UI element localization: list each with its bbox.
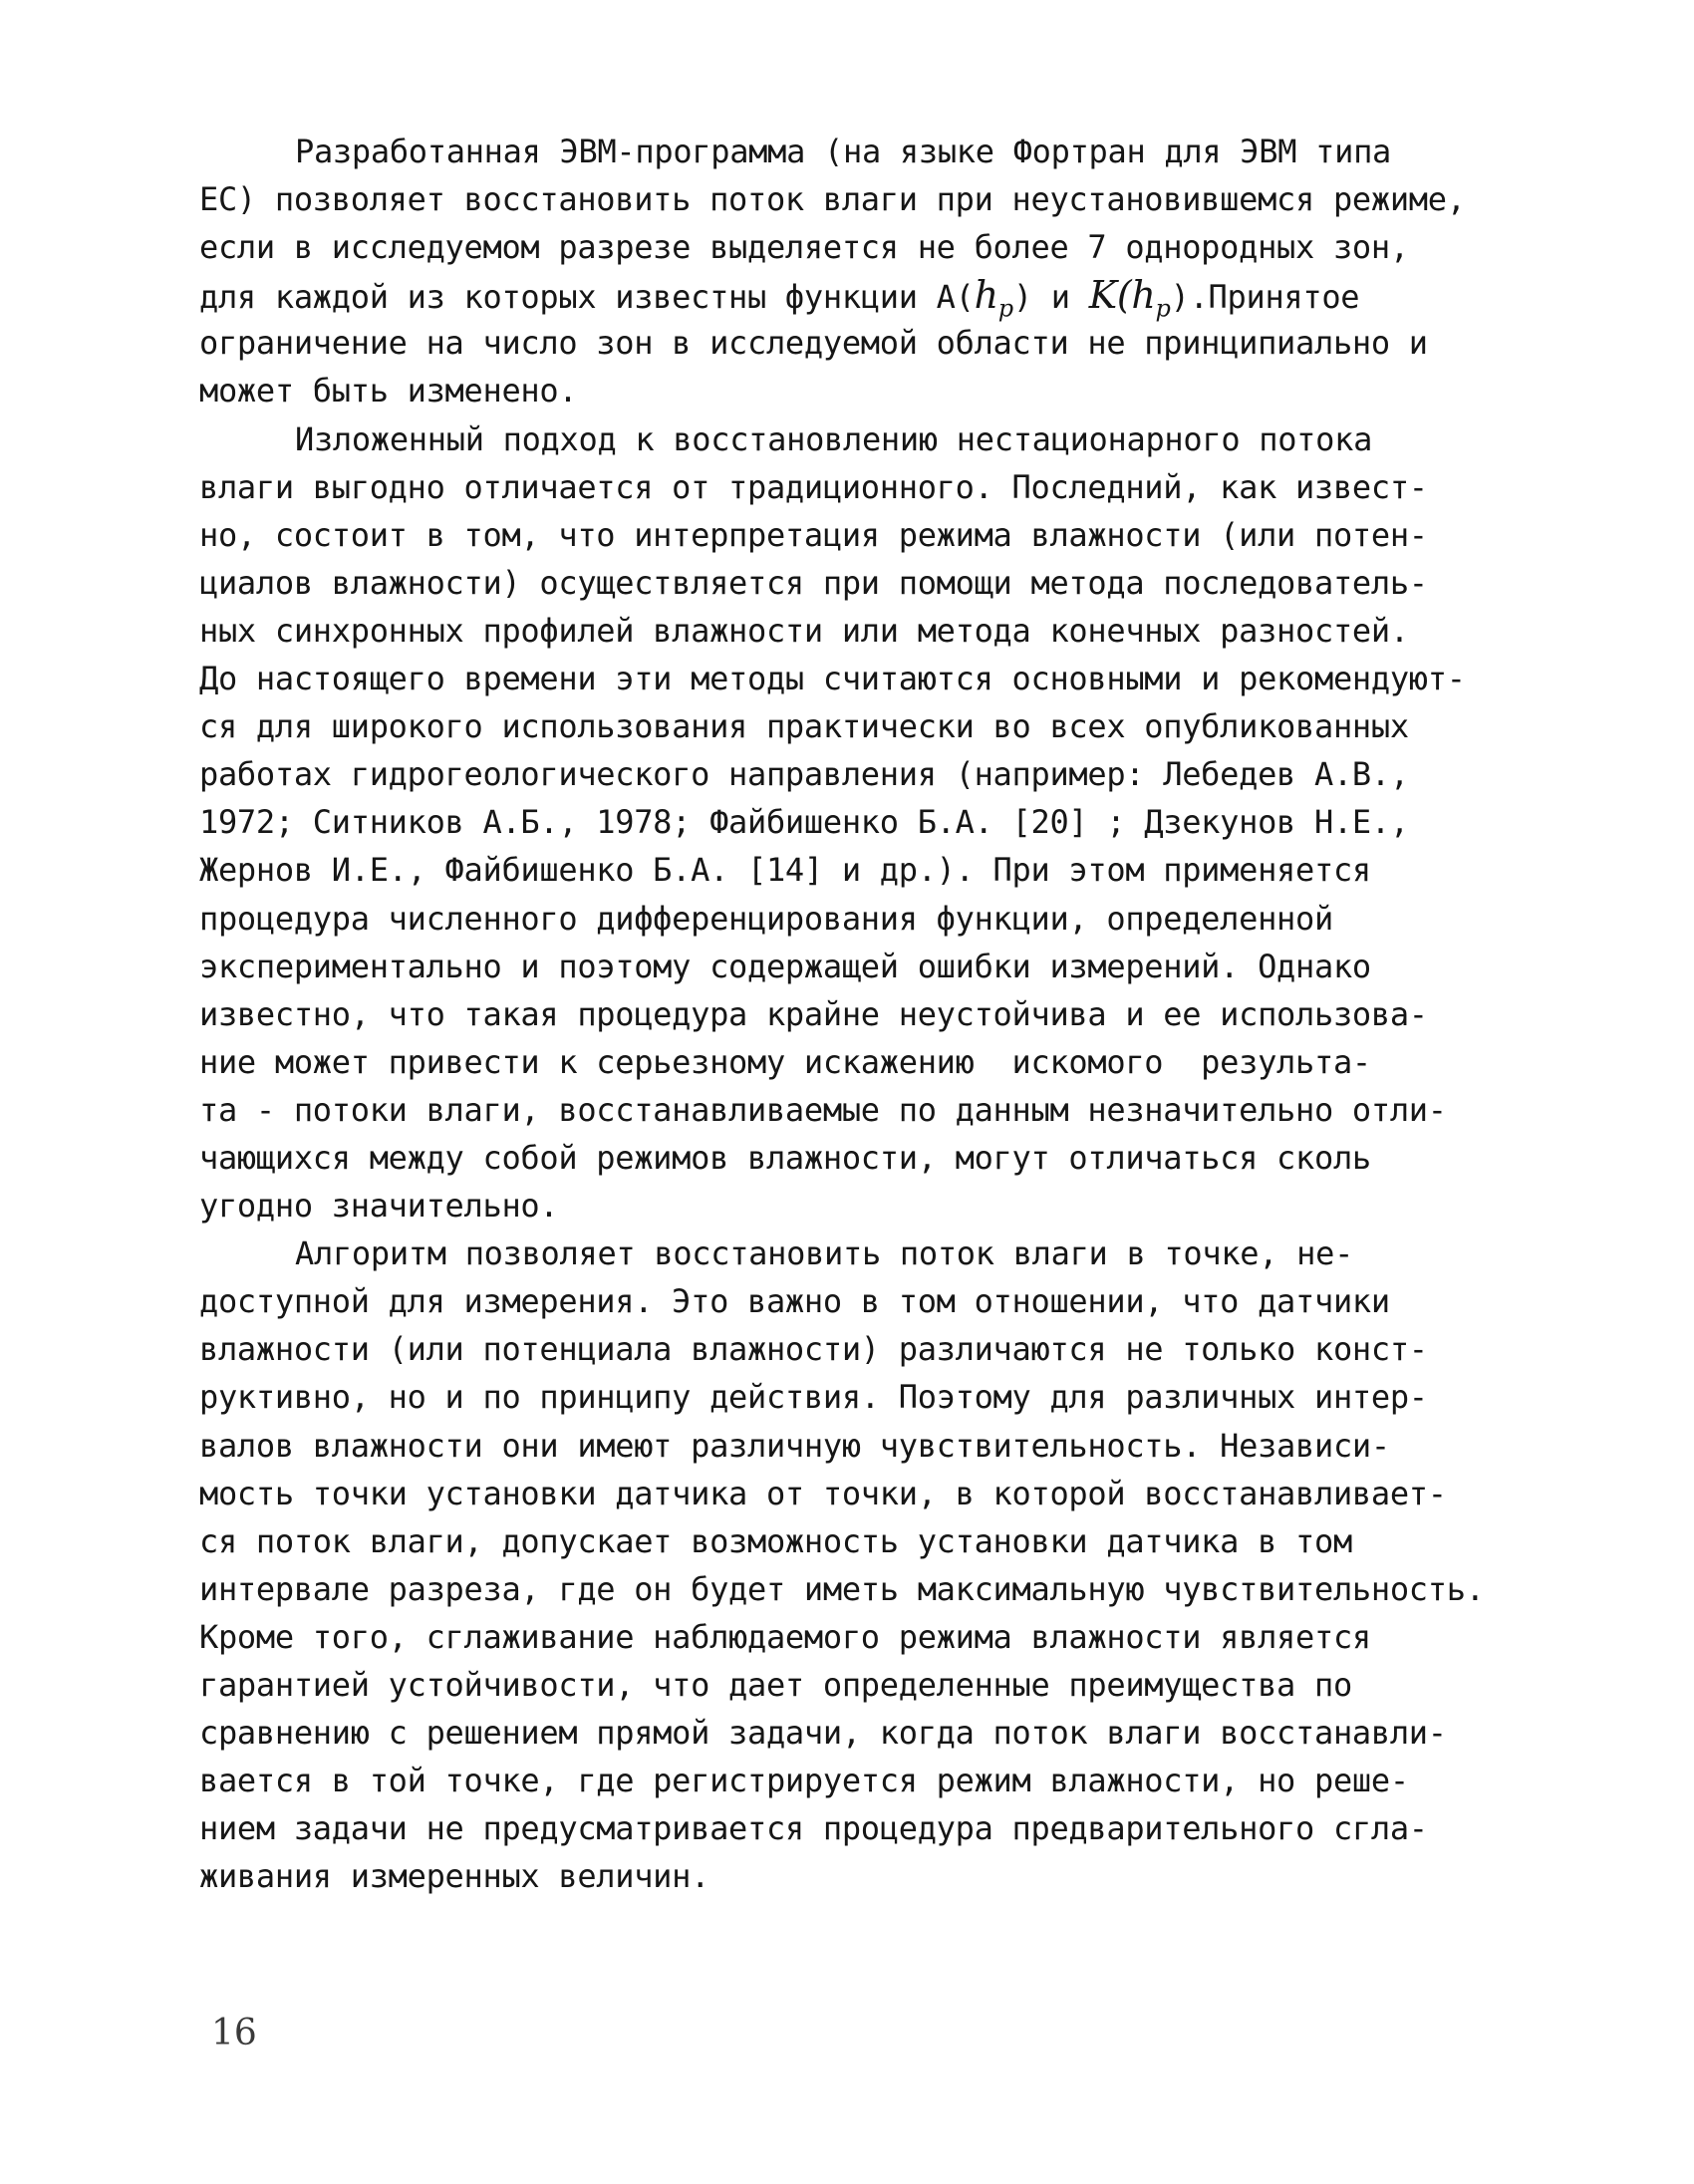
text-segment: ).Принятое [1170,278,1360,317]
text-line: ся поток влаги, допускает возможность установки датчика в том [199,1521,1352,1560]
text-line: интервале разреза, где он будет иметь максимальную чувствительность. [199,1569,1485,1608]
text-line: ся для широкого использования практически во всех опубликованных [199,707,1409,746]
text-line: До настоящего времени эти методы считаются основными и рекомендуют- [199,660,1466,698]
text-line: процедура численного дифференцирования функции, определенной [199,899,1333,938]
text-line: валов влажности они имеют различную чувствительность. Независи- [199,1426,1390,1465]
text-line: ных синхронных профилей влажности или метода конечных разностей. [199,611,1409,650]
text-line: угодно значительно. [199,1187,559,1226]
text-line: доступной для измерения. Это важно в том отношении, что датчики [199,1282,1390,1321]
text-line: Кроме того, сглаживание наблюдаемого режима влажности является [199,1617,1371,1656]
paragraph-3 [199,1229,1554,1900]
formula-k-hp: $K(h_p$ [1088,273,1171,323]
text-line: руктивно, но и по принципу действия. Поэтому для различных интер- [199,1378,1428,1417]
paragraph-1 [199,128,1554,415]
text-line: ограничение на число зон в исследуемой области не принципиально и [199,324,1428,363]
text-line: та - потоки влаги, восстанавливаемые по данным незначительно отли- [199,1090,1447,1129]
text-line: влаги выгодно отличается от традиционного. Последний, как извест- [199,467,1428,506]
text-line-with-formula [199,271,1554,323]
page-number: 16 [211,2013,257,2053]
text-line: но, состоит в том, что интерпретация режима влажности (или потен- [199,515,1428,554]
text-line: гарантией устойчивости, что дает определенные преимущества по [199,1666,1352,1704]
text-line: сравнению с решением прямой задачи, когда поток влаги восстанавли- [199,1714,1447,1753]
text-line: Изложенный подход к восстановлению нестационарного потока [295,419,1373,458]
text-line: влажности (или потенциала влажности) различаются не только конст- [199,1330,1428,1369]
text-line: может быть изменено. [199,372,578,410]
text-line: ЕС) позволяет восстановить поток влаги при неустановившемся режиме, [199,180,1466,219]
text-line: чающихся между собой режимов влажности, могут отличаться сколь [199,1138,1371,1177]
text-line: ние может привести к серьезному искажению искомого результа- [199,1042,1371,1081]
text-line: 1972; Ситников А.Б., 1978; Файбишенко Б.А. [20] ; Дзекунов Н.Е., [199,803,1409,842]
text-line: мость точки установки датчика от точки, в которой восстанавливает- [199,1474,1447,1512]
text-line: нием задачи не предусматривается процедура предварительного сгла- [199,1809,1428,1848]
text-line: работах гидрогеологического направления (например: Лебедев А.В., [199,755,1409,794]
text-line: если в исследуемом разрезе выделяется не более 7 однородных зон, [199,228,1409,267]
text-line: Разработанная ЭВМ-программа (на языке Фортран для ЭВМ типа [295,133,1392,170]
formula-hp: $h_p$ [974,273,1013,323]
text-line: Жернов И.Е., Файбишенко Б.А. [14] и др.). При этом применяется [199,851,1371,890]
text-line: экспериментально и поэтому содержащей ошибки измерений. Однако [199,947,1371,985]
text-segment: для каждой из которых известны функции A( [199,278,975,317]
text-line: Алгоритм позволяет восстановить поток влаги в точке, не- [295,1234,1354,1273]
text-line: вается в той точке, где регистрируется режим влажности, но реше- [199,1762,1409,1800]
paragraph-2 [199,415,1554,1230]
text-line: циалов влажности) осуществляется при помощи метода последователь- [199,563,1428,602]
body-text [199,128,1554,1900]
text-line: живания измеренных величин. [199,1857,710,1896]
text-segment: ) и [1012,278,1089,317]
text-line: известно, что такая процедура крайне неустойчива и ее использова- [199,994,1428,1033]
